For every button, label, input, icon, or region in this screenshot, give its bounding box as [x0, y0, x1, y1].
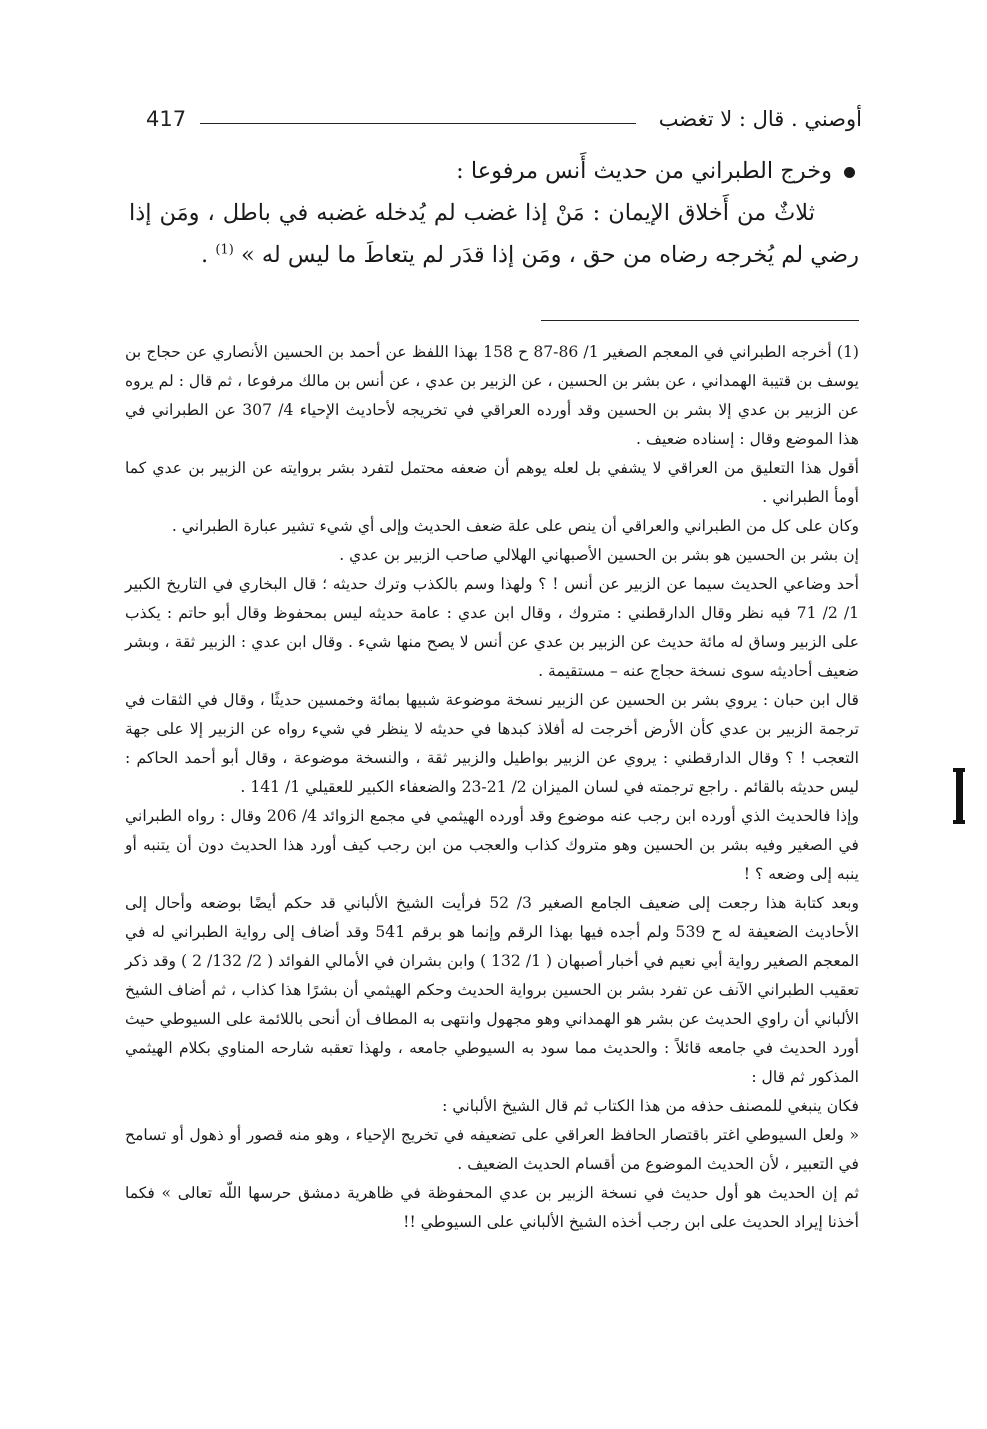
footnote-paragraph: (1) أخرجه الطبراني في المعجم الصغير 1/ 86-87 ح 158 بهذا اللفظ عن أحمد بن الحسين الأنصاري عن حجاج بن يوسف بن قتيبة الهمداني ، عن بشر بن الحسين ، عن الزبير بن عدي ، عن أنس بن مالك مرفوعا ، ثم قال : لم يروه عن الزبير بن عدي إلا بشر بن الحسين وقد أورده العراقي في تخريجه لأحاديث الإحياء 4/ 307 عن الطبراني في هذا الموضع وقال : إسناده ضعيف .	[125, 343, 860, 448]
header-rule	[200, 123, 636, 124]
hadith-body: ثلاثٌ من أَخلاق الإيمان : مَنْ إذا غضب لم يُدخله غضبه في باطل ، ومَن إذا رضي لم يُخرجه رضاه من حق ، ومَن إذا قدَر لم يتعاطَ ما ليس له »	[129, 200, 859, 268]
footnote-paragraph: أقول هذا التعليق من العراقي لا يشفي بل لعله يوهم أن ضعفه محتمل لتفرد بشر بروايته عن الزبير بن عدي كما أومأ الطبراني .	[125, 459, 859, 506]
margin-bracket-mark	[953, 768, 965, 824]
main-text	[129, 150, 859, 276]
running-title: أوصني . قال : لا تغضب	[658, 107, 862, 131]
footnote-paragraph: فكان ينبغي للمصنف حذفه من هذا الكتاب ثم قال الشيخ الألباني :	[442, 1097, 859, 1115]
footnote-paragraph: ثم إن الحديث هو أول حديث في نسخة الزبير بن عدي المحفوظة في ظاهرية دمشق حرسها اللّه تعالى » فكما أخذنا إيراد الحديث على ابن رجب أخذه الشيخ الألباني على السيوطي !!	[125, 1184, 859, 1231]
footnote-separator	[541, 320, 859, 321]
footnote-reference[interactable]: (1)	[215, 242, 234, 258]
intro-text: وخرج الطبراني من حديث أَنس مرفوعا :	[456, 158, 832, 184]
footnotes	[125, 338, 859, 1237]
footnote-paragraph: وإذا فالحديث الذي أورده ابن رجب عنه موضوع وقد أورده الهيثمي في مجمع الزوائد 4/ 206 وقال : رواه الطبراني في الصغير وفيه بشر بن الحسين وهو متروك كذاب والعجب من ابن رجب كيف أورد هذا الحديث دون أن يتنبه أو ينبه إلى وضعه ؟ !	[125, 807, 859, 883]
footnote-paragraph: وبعد كتابة هذا رجعت إلى ضعيف الجامع الصغير 3/ 52 فرأيت الشيخ الألباني قد حكم أيضًا بوضعه وأحال إلى الأحاديث الضعيفة له ح 539 ولم أجده فيها بهذا الرقم وإنما هو برقم 541 وقد أضاف إلى رواية الطبراني له في المعجم الصغير رواية أبي نعيم في أخبار أصبهان ( 1/ 132 ) وابن بشران في الأمالي الفوائد ( 2/ 132/ 2 ) وقد ذكر تعقيب الطبراني الآنف عن تفرد بشر بن الحسين برواية الحديث وحكم الهيثمي أن بشرًا هذا كذاب ، ثم أضاف الشيخ الألباني أن راوي الحديث عن بشر هو الهمداني وهو مجهول وانتهى به المطاف أن أنحى باللائمة على السيوطي حيث أورد الحديث في جامعه قائلاً : والحديث مما سود به السيوطي جامعه ، ولهذا تعقبه شارحه المناوي بكلام الهيثمي المذكور ثم قال :	[124, 894, 860, 1086]
footnote-paragraph: إن بشر بن الحسين هو بشر بن الحسين الأصبهاني الهلالي صاحب الزبير بن عدي .	[339, 546, 859, 564]
bullet-icon	[844, 167, 855, 178]
hadith-end: .	[201, 242, 209, 268]
intro-line	[129, 150, 859, 192]
footnote-paragraph: « ولعل السيوطي اغتر باقتصار الحافظ العراقي على تضعيفه في تخريج الإحياء ، وهو منه قصور أو ذهول أو تسامح في التعبير ، لأن الحديث الموضوع من أقسام الحديث الضعيف .	[125, 1126, 859, 1173]
page-number: 417	[146, 107, 187, 131]
running-head	[140, 104, 862, 134]
footnote-paragraph: وكان على كل من الطبراني والعراقي أن ينص على علة ضعف الحديث وإلى أي شيء تشير عبارة الطبراني .	[171, 517, 859, 535]
hadith-text	[129, 192, 859, 276]
footnote-paragraph: قال ابن حبان : يروي بشر بن الحسين عن الزبير نسخة موضوعة شبيها بمائة وخمسين حديثًا ، وقال في الثقات في ترجمة الزبير بن عدي كأن الأرض أخرجت له أفلاذ كبدها في حديثه لا ينظر في شيء رواه عن الزبير إلا على جهة التعجب ! ؟ وقال الدارقطني : يروي عن الزبير بواطيل والزبير ثقة ، والنسخة موضوعة ، وقال أبو أحمد الحاكم : ليس حديثه بالقائم . راجع ترجمته في لسان الميزان 2/ 21-23 والضعفاء الكبير للعقيلي 1/ 141 .	[125, 691, 859, 796]
footnote-paragraph: أحد وضاعي الحديث سيما عن الزبير عن أنس ! ؟ ولهذا وسم بالكذب وترك حديثه ؛ قال البخاري في التاريخ الكبير 1/ 2/ 71 فيه نظر وقال الدارقطني : متروك ، وقال ابن عدي : عامة حديثه ليس بمحفوظ وقال أبو حاتم : يكذب على الزبير وساق له مائة حديث عن الزبير بن عدي عن أنس لا يصح منها شيء . وقال ابن عدي : الزبير ثقة ، وبشر ضعيف أحاديثه سوى نسخة حجاج عنه – مستقيمة .	[125, 575, 859, 680]
